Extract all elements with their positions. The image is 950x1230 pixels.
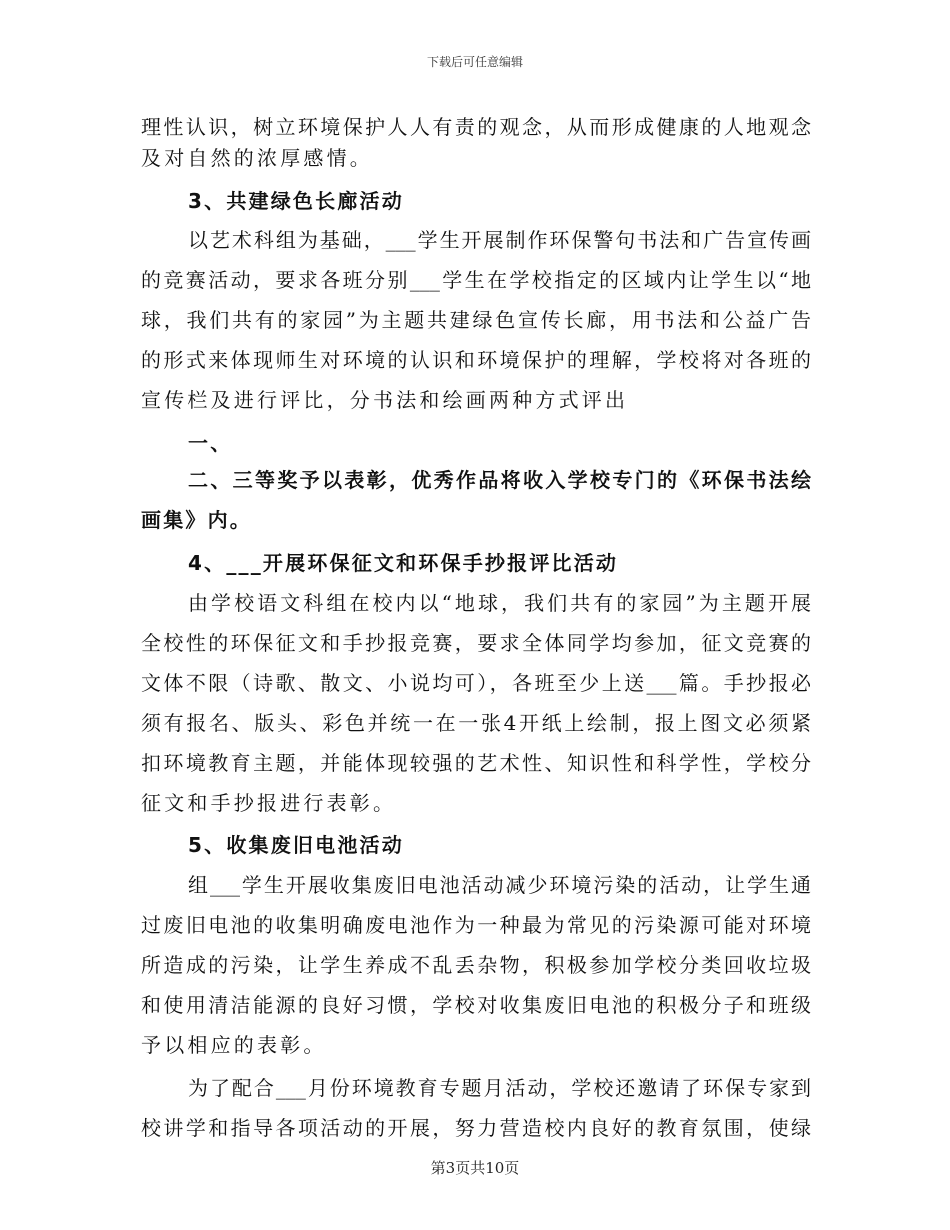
paragraph-line: 扣环境教育主题，并能体现较强的艺术性、知识性和科学性，学校分 <box>141 751 811 775</box>
paragraph-line: 文体不限（诗歌、散文、小说均可），各班至少上送___篇。手抄报必 <box>141 671 811 695</box>
paragraph-line: 全校性的环保征文和手抄报竞赛，要求全体同学均参加，征文竞赛的 <box>141 631 811 655</box>
paragraph-line: 及对自然的浓厚感情。 <box>141 146 373 170</box>
section-heading-line: 4、___开展环保征文和环保手抄报评比活动 <box>188 551 619 575</box>
paragraph-line: 球，我们共有的家园”为主题共建绿色宣传长廊，用书法和公益广告 <box>141 308 811 332</box>
section-heading-line: 一、 <box>188 431 233 455</box>
paragraph-line: 所造成的污染，让学生养成不乱丢杂物，积极参加学校分类回收垃圾 <box>141 953 811 977</box>
paragraph-line: 和使用清洁能源的良好习惯，学校对收集废旧电池的积极分子和班级 <box>141 993 811 1017</box>
paragraph-line: 过废旧电池的收集明确废电池作为一种最为常见的污染源可能对环境 <box>141 913 811 937</box>
paragraph-line: 理性认识，树立环境保护人人有责的观念，从而形成健康的人地观念 <box>141 115 811 139</box>
paragraph-line: 的竞赛活动，要求各班分别___学生在学校指定的区域内让学生以“地 <box>141 268 811 292</box>
section-heading-line: 二、三等奖予以表彰，优秀作品将收入学校专门的《环保书法绘 <box>188 468 811 492</box>
paragraph-line: 为了配合___月份环境教育专题月活动，学校还邀请了环保专家到 <box>188 1076 811 1100</box>
paragraph-line: 予以相应的表彰。 <box>141 1033 327 1057</box>
paragraph-line: 须有报名、版头、彩色并统一在一张4开纸上绘制，报上图文必须紧 <box>141 711 811 735</box>
paragraph-line: 以艺术科组为基础，___学生开展制作环保警句书法和广告宣传画 <box>188 228 811 252</box>
paragraph-line: 校讲学和指导各项活动的开展，努力营造校内良好的教育氛围，使绿 <box>141 1116 811 1140</box>
section-heading-line: 3、共建绿色长廊活动 <box>188 189 404 213</box>
paragraph-line: 由学校语文科组在校内以“地球，我们共有的家园”为主题开展 <box>188 591 811 615</box>
header-note: 下载后可任意编辑 <box>426 55 523 69</box>
paragraph-line: 的形式来体现师生对环境的认识和环境保护的理解，学校将对各班的 <box>141 348 811 372</box>
paragraph-line: 宣传栏及进行评比，分书法和绘画两种方式评出 <box>141 388 629 412</box>
paragraph-line: 征文和手抄报进行表彰。 <box>141 791 397 815</box>
page-number: 第3页共10页 <box>430 1159 520 1177</box>
paragraph-line: 组___学生开展收集废旧电池活动减少环境污染的活动，让学生通 <box>188 873 811 897</box>
section-heading-line: 5、收集废旧电池活动 <box>188 833 404 857</box>
section-heading-line: 画集》内。 <box>141 508 252 532</box>
